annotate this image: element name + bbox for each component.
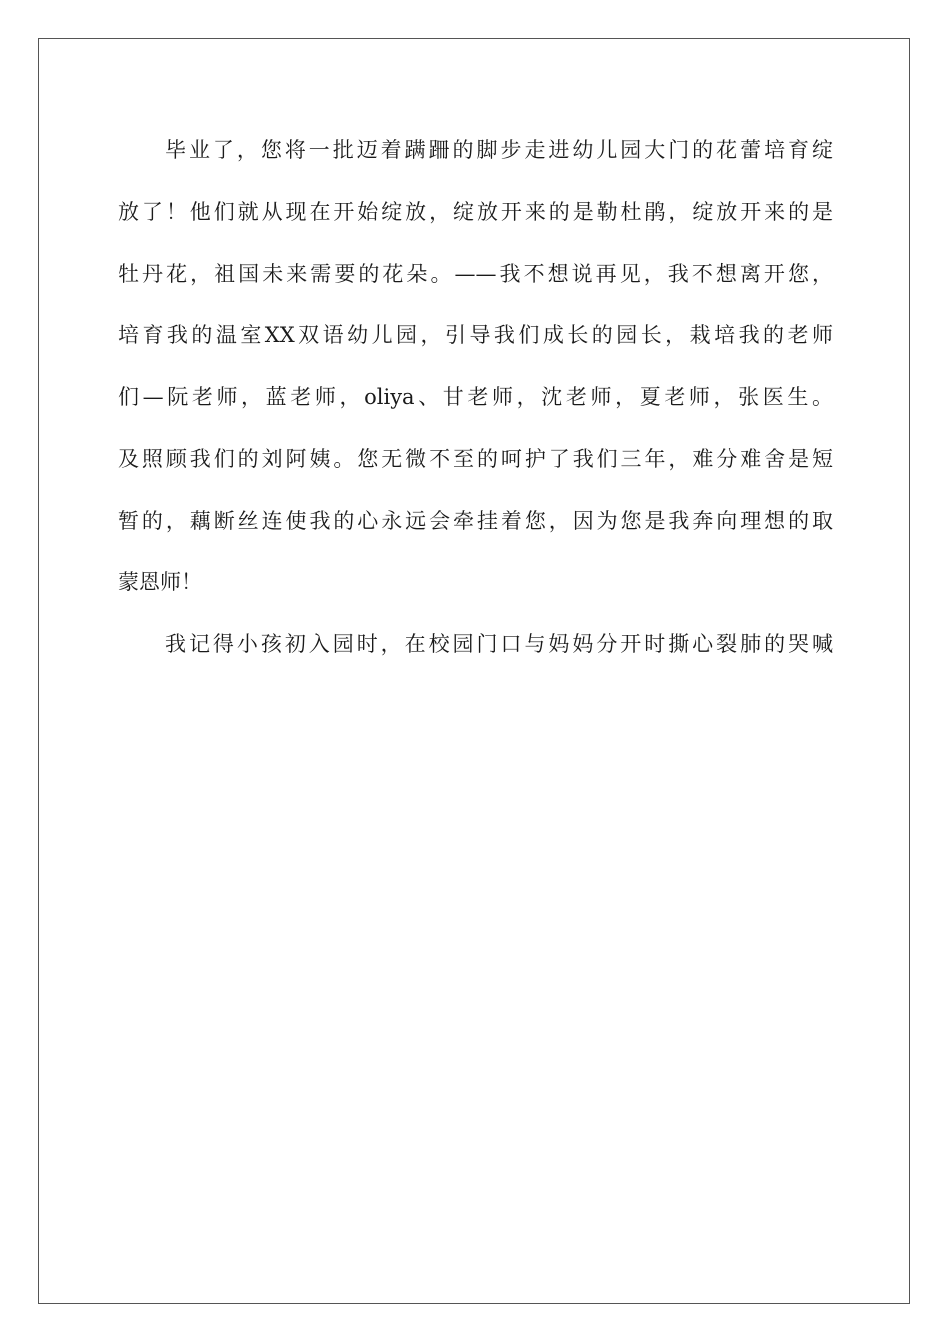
- text-line: 及照顾我们的刘阿姨。您无微不至的呵护了我们三年，难分难舍是短: [118, 446, 833, 471]
- paragraph-2: [118, 614, 833, 676]
- text-line: 我记得小孩初入园时，在校园门口与妈妈分开时撕心裂肺的哭喊: [165, 632, 833, 656]
- text-line: 们—阮老师，蓝老师，oliya、甘老师，沈老师，夏老师，张医生。: [118, 385, 833, 409]
- text-line: 毕业了，您将一批迈着蹒跚的脚步走进幼儿园大门的花蕾培育绽: [165, 138, 833, 162]
- text-line: 放了！他们就从现在开始绽放，绽放开来的是勒杜鹃，绽放开来的是: [118, 199, 833, 224]
- text-line: 暂的，藕断丝连使我的心永远会牵挂着您，因为您是我奔向理想的取: [118, 508, 833, 533]
- paragraph-1: [118, 120, 833, 614]
- document-body: [118, 120, 833, 676]
- text-line: 培育我的温室XX双语幼儿园，引导我们成长的园长，栽培我的老师: [118, 323, 833, 348]
- text-line: 蒙恩师！: [118, 570, 202, 595]
- text-line: 牡丹花，祖国未来需要的花朵。——我不想说再见，我不想离开您，: [118, 261, 833, 286]
